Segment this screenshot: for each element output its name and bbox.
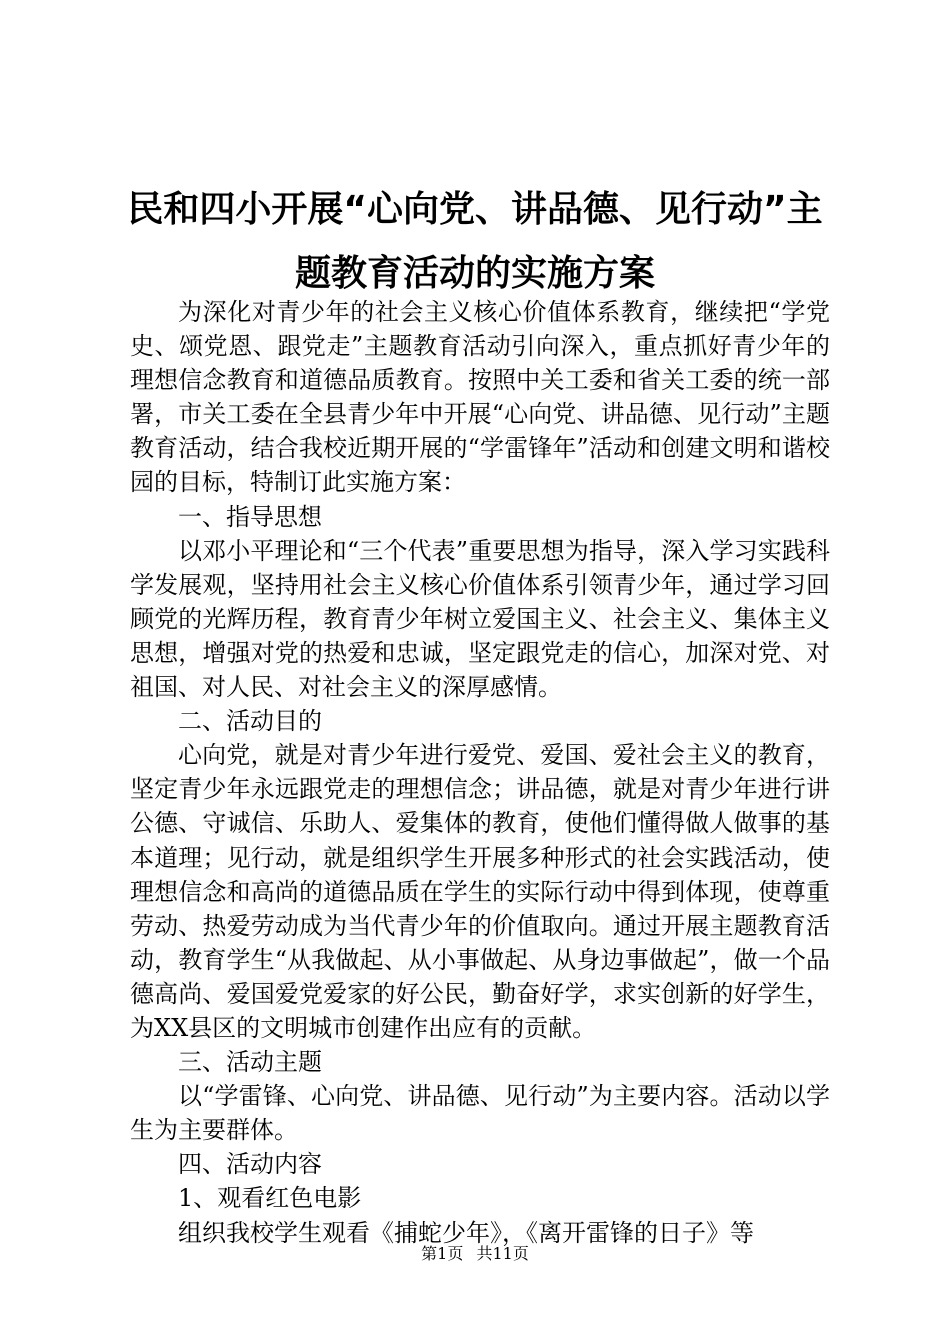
total-pages: 共11页 xyxy=(476,1244,529,1263)
section-heading-activity-purpose: 二、活动目的 xyxy=(178,707,322,736)
document-body xyxy=(130,295,830,1250)
section-heading-activity-content: 四、活动内容 xyxy=(178,1150,322,1179)
activity-purpose-paragraph: 心向党，就是对青少年进行爱党、爱国、爱社会主义的教育，坚定青少年永远跟党走的理想信念；讲品德，就是对青少年进行讲公德、守诚信、乐助人、爱集体的教育，使他们懂得做人做事的基本道理；见行动，就是组织学生开展多种形式的社会实践活动，使理想信念和高尚的道德品质在学生的实际行动中得到体现，使尊重劳动、热爱劳动成为当代青少年的价值取向。通过开展主题教育活动，教育学生“从我做起、从小事做起、从身边事做起”，做一个品德高尚、爱国爱党爱家的好公民，勤奋好学，求实创新的好学生，为XX县区的文明城市创建作出应有的贡献。 xyxy=(130,741,830,1042)
intro-paragraph: 为深化对青少年的社会主义核心价值体系教育，继续把“学党史、颂党恩、跟党走”主题教育活动引向深入，重点抓好青少年的理想信念教育和道德品质教育。按照中关工委和省关工委的统一部署，市关工委在全县青少年中开展“心向党、讲品德、见行动”主题教育活动，结合我校近期开展的“学雷锋年”活动和创建文明和谐校园的目标，特制订此实施方案： xyxy=(130,298,830,497)
subsection-heading-red-movies: 1、观看红色电影 xyxy=(178,1184,362,1213)
guiding-ideology-paragraph: 以邓小平理论和“三个代表”重要思想为指导，深入学习实践科学发展观，坚持用社会主义核心价值体系引领青少年，通过学习回顾党的光辉历程，教育青少年树立爱国主义、社会主义、集体主义思想，增强对党的热爱和忠诚，坚定跟党走的信心，加深对党、对祖国、对人民、对社会主义的深厚感情。 xyxy=(130,536,830,702)
activity-theme-paragraph: 以“学雷锋、心向党、讲品德、见行动”为主要内容。活动以学生为主要群体。 xyxy=(130,1082,830,1145)
document-title: 民和四小开展“心向党、讲品德、见行动”主题教育活动的实施方案 xyxy=(127,189,823,294)
section-heading-guiding-ideology: 一、指导思想 xyxy=(178,502,322,531)
section-heading-activity-theme: 三、活动主题 xyxy=(178,1048,322,1077)
page-footer xyxy=(0,1244,950,1264)
red-movies-paragraph: 组织我校学生观看《捕蛇少年》，《离开雷锋的日子》等 xyxy=(178,1218,754,1247)
page-number: 第1页 xyxy=(421,1244,464,1263)
